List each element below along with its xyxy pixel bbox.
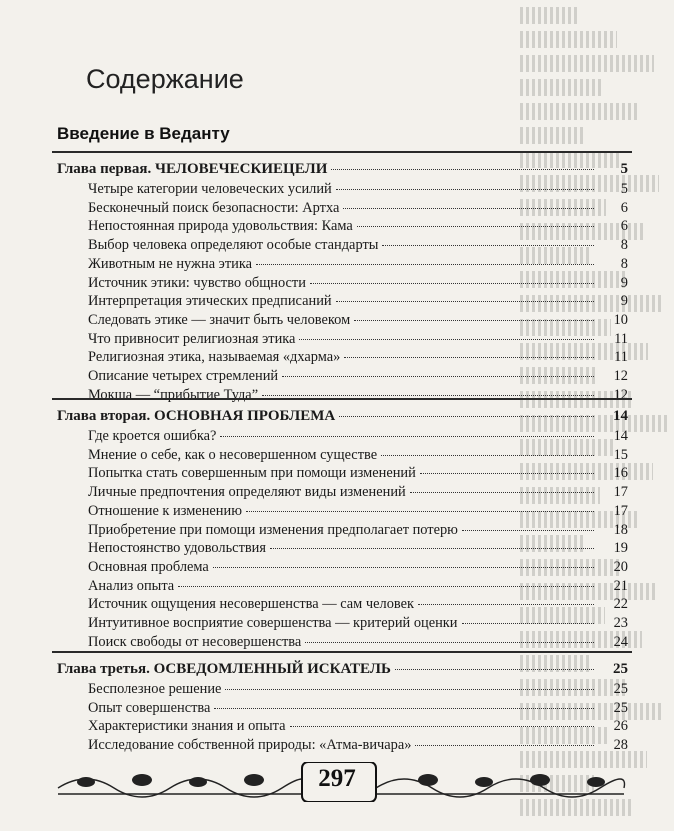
- toc-entry-page: 28: [613, 737, 628, 754]
- dot-leader: [299, 339, 594, 340]
- dot-leader: [178, 586, 594, 587]
- toc-entry-page: 11: [614, 330, 628, 347]
- intro-heading: Введение в Веданту: [57, 124, 230, 143]
- toc-entry[interactable]: [0, 199, 674, 217]
- toc-entry-title: Что привносит религиозная этика: [88, 330, 296, 347]
- dot-leader: [310, 283, 594, 284]
- toc-entry-page: 8: [620, 255, 628, 272]
- toc-chapter-page: 14: [613, 408, 628, 424]
- toc-entry-title: Четыре категории человеческих усилий: [88, 181, 332, 197]
- toc-entry-title: Следовать этике — значит быть человеком: [88, 311, 351, 328]
- toc-entry-title: Бесполезное решение: [88, 681, 222, 697]
- dot-leader: [382, 245, 594, 246]
- dot-leader: [246, 511, 594, 512]
- toc-entry-page: 20: [613, 558, 628, 575]
- toc-entry-page: 12: [613, 368, 628, 384]
- toc-chapter-title: Глава третья. ОСВЕДОМЛЕННЫЙ ИСКАТЕЛЬ: [57, 661, 391, 677]
- toc-entry-page: 15: [613, 446, 628, 463]
- page-number: 297: [318, 765, 356, 792]
- toc-chapter[interactable]: [0, 407, 674, 425]
- toc-entry-title: Где кроется ошибка?: [88, 428, 217, 444]
- dot-leader: [415, 745, 594, 746]
- toc-entry-page: 9: [620, 293, 628, 310]
- toc-entry-page: 6: [620, 218, 628, 235]
- toc-entry-title: Интуитивное восприятие совершенства — критерий оценки: [88, 615, 458, 631]
- toc-entry[interactable]: [0, 483, 674, 501]
- toc-entry-title: Выбор человека определяют особые стандарты: [88, 237, 379, 254]
- toc-chapter[interactable]: [0, 160, 674, 178]
- toc-entry-page: 14: [613, 428, 628, 444]
- toc-entry[interactable]: [0, 330, 674, 348]
- dot-leader: [357, 226, 594, 227]
- toc-entry[interactable]: [0, 717, 674, 735]
- dot-leader: [225, 689, 594, 690]
- toc-chapter-page: 25: [613, 661, 628, 677]
- toc-entry-title: Непостоянная природа удовольствия: Кама: [88, 218, 353, 235]
- toc-entry-page: 21: [613, 577, 628, 594]
- toc-entry-page: 10: [613, 311, 628, 328]
- dot-leader: [290, 726, 594, 727]
- toc-chapter-title: Глава первая. ЧЕЛОВЕЧЕСКИЕЦЕЛИ: [57, 161, 328, 177]
- toc-entry-title: Личные предпочтения определяют виды изменений: [88, 484, 406, 501]
- toc-entry[interactable]: [0, 217, 674, 235]
- chapter-divider: [52, 151, 632, 153]
- dot-leader: [282, 376, 594, 377]
- toc-entry-title: Поиск свободы от несовершенства: [88, 633, 302, 650]
- toc-entry-page: 6: [620, 199, 628, 216]
- toc-entry-page: 24: [613, 633, 628, 650]
- toc-entry[interactable]: [0, 539, 674, 557]
- toc-entry[interactable]: [0, 236, 674, 254]
- toc-entry[interactable]: [0, 464, 674, 482]
- dot-leader: [343, 208, 594, 209]
- dot-leader: [262, 395, 594, 396]
- toc-entry-title: Отношение к изменению: [88, 502, 242, 519]
- chapter-divider: [52, 651, 632, 653]
- toc-entry-title: Источник ощущения несовершенства — сам человек: [88, 596, 414, 613]
- toc-entry-page: 23: [613, 615, 628, 631]
- toc-entry[interactable]: [0, 311, 674, 329]
- dot-leader: [418, 604, 594, 605]
- toc-entry[interactable]: [0, 255, 674, 273]
- toc-entry-title: Источник этики: чувство общности: [88, 274, 306, 291]
- dot-leader: [395, 669, 594, 670]
- page-title: Содержание: [86, 64, 244, 94]
- dot-leader: [354, 320, 594, 321]
- toc-entry[interactable]: [0, 614, 674, 632]
- toc-entry-title: Животным не нужна этика: [88, 255, 253, 272]
- toc-entry[interactable]: [0, 699, 674, 717]
- dot-leader: [410, 492, 594, 493]
- dot-leader: [331, 169, 594, 170]
- dot-leader: [462, 530, 594, 531]
- toc-entry-page: 17: [613, 502, 628, 519]
- toc-entry-page: 22: [613, 596, 628, 613]
- dot-leader: [420, 473, 594, 474]
- toc-entry[interactable]: [0, 736, 674, 754]
- toc-entry[interactable]: [0, 521, 674, 539]
- toc-entry-page: 8: [620, 237, 628, 254]
- toc-entry-page: 17: [613, 484, 628, 501]
- dot-leader: [256, 264, 594, 265]
- toc-entry[interactable]: [0, 633, 674, 651]
- toc-entry[interactable]: [0, 386, 674, 404]
- toc-entry[interactable]: [0, 446, 674, 464]
- dot-leader: [213, 567, 594, 568]
- toc-entry-page: 11: [614, 349, 628, 366]
- toc-entry-title: Мокша — “прибытие Туда”: [88, 386, 259, 403]
- toc-entry-title: Непостоянство удовольствия: [88, 540, 266, 557]
- chapter-divider: [52, 398, 632, 400]
- dot-leader: [214, 708, 594, 709]
- toc-entry-title: Религиозная этика, называемая «дхарма»: [88, 349, 341, 366]
- dot-leader: [344, 357, 594, 358]
- toc-entry[interactable]: [0, 180, 674, 198]
- toc-chapter-title: Глава вторая. ОСНОВНАЯ ПРОБЛЕМА: [57, 408, 336, 424]
- dot-leader: [336, 189, 594, 190]
- toc-entry-page: 18: [613, 521, 628, 538]
- toc-entry-title: Характеристики знания и опыта: [88, 718, 286, 735]
- toc-entry-title: Исследование собственной природы: «Атма-вичара»: [88, 737, 412, 754]
- toc-entry-page: 19: [613, 540, 628, 557]
- toc-entry[interactable]: [0, 595, 674, 613]
- toc-chapter-page: 5: [620, 161, 628, 177]
- toc-entry[interactable]: [0, 367, 674, 385]
- toc-entry-page: 26: [613, 718, 628, 735]
- toc-entry-title: Интерпретация этических предписаний: [88, 293, 332, 310]
- toc-entry-page: 25: [613, 699, 628, 716]
- toc-entry-page: 9: [620, 274, 628, 291]
- toc-entry-title: Попытка стать совершенным при помощи изменений: [88, 465, 416, 482]
- dot-leader: [381, 455, 594, 456]
- toc-entry[interactable]: [0, 292, 674, 310]
- toc-chapter[interactable]: [0, 660, 674, 678]
- toc-entry[interactable]: [0, 502, 674, 520]
- toc-entry-page: 12: [613, 386, 628, 403]
- toc-entry-title: Анализ опыта: [88, 577, 175, 594]
- toc-entry[interactable]: [0, 680, 674, 698]
- toc-entry[interactable]: [0, 274, 674, 292]
- toc-entry-title: Опыт совершенства: [88, 699, 211, 716]
- dot-leader: [339, 416, 594, 417]
- toc-entry-title: Бесконечный поиск безопасности: Артха: [88, 199, 340, 216]
- dot-leader: [336, 301, 594, 302]
- toc-entry[interactable]: [0, 427, 674, 445]
- toc-entry-title: Описание четырех стремлений: [88, 368, 279, 384]
- toc-entry-page: 5: [620, 181, 628, 197]
- dot-leader: [220, 436, 594, 437]
- toc-entry-page: 16: [613, 465, 628, 482]
- toc-entry-title: Мнение о себе, как о несовершенном существе: [88, 446, 378, 463]
- toc-entry[interactable]: [0, 558, 674, 576]
- toc-entry[interactable]: [0, 348, 674, 366]
- dot-leader: [270, 548, 594, 549]
- toc-entry-title: Основная проблема: [88, 558, 209, 575]
- toc-entry-page: 25: [613, 681, 628, 697]
- dot-leader: [305, 642, 594, 643]
- toc-entry-title: Приобретение при помощи изменения предполагает потерю: [88, 521, 458, 538]
- toc-entry[interactable]: [0, 577, 674, 595]
- dot-leader: [462, 623, 595, 624]
